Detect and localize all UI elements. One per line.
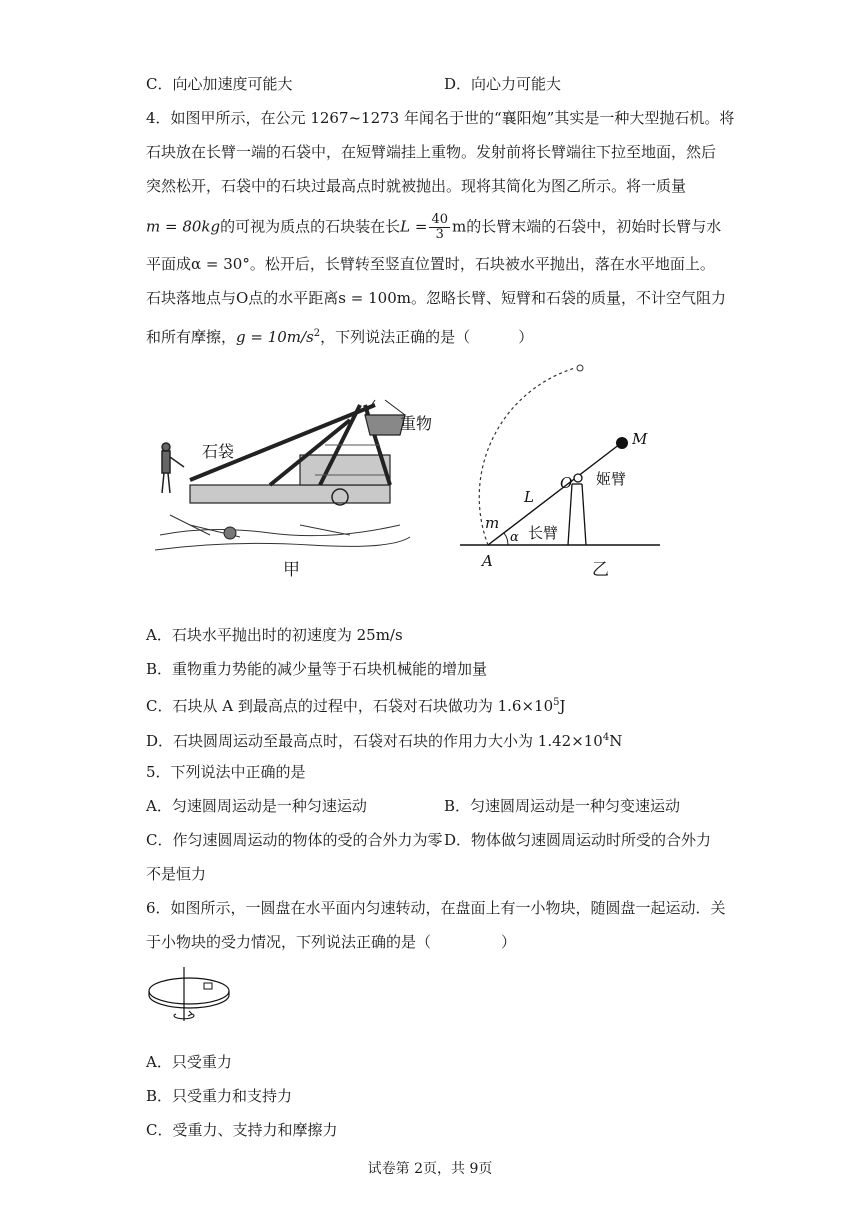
q4-line-4-pre: 的可视为质点的石块装在长 [220, 217, 401, 236]
length-fraction [429, 213, 450, 242]
q5-option-a: A．匀速圆周运动是一种匀速运动 [146, 797, 367, 815]
label-alpha: α [510, 530, 519, 545]
figure-rotating-disc [146, 965, 236, 1025]
q5-option-d: D．物体做匀速圆周运动时所受的合外力 [444, 831, 712, 849]
q4-option-d-unit: N [609, 732, 623, 750]
q5-option-c: C．作匀速圆周运动的物体的受的合外力为零 [146, 831, 443, 849]
q6-option-c: C．受重力、支持力和摩擦力 [146, 1121, 338, 1139]
page-footer: 试卷第 2页，共 9页 [367, 1161, 493, 1177]
q4-stem-line-4 [146, 213, 721, 242]
label-changbi: 长臂 [528, 524, 559, 542]
label-L: L [524, 488, 534, 506]
support-post [568, 484, 586, 545]
figure-yi-caption: 乙 [592, 560, 609, 580]
q4-stem-line-2: 石块放在长臂一端的石袋中，在短臂端挂上重物。发射前将长臂端往下拉至地面，然后 [146, 143, 717, 161]
q4-option-a: A．石块水平抛出时的初速度为 25m/s [146, 626, 403, 644]
figure-jia-trebuchet [150, 385, 440, 585]
fraction-numerator: 40 [431, 212, 448, 227]
q4-stem-line-6: 石块落地点与O点的水平距离s = 100m。忽略长臂、短臂和石袋的质量，不计空气阻力 [146, 289, 726, 307]
gravity-exponent: 2 [313, 328, 321, 339]
q6-option-b: B．只受重力和支持力 [146, 1087, 293, 1105]
label-jibi: 姬臂 [596, 470, 627, 488]
q4-stem-line-1: 4．如图甲所示，在公元 1267~1273 年闻名于世的“襄阳炮”其实是一种大型抛石机。将 [146, 109, 735, 127]
q4-option-d-text: D．石块圆周运动至最高点时，石袋对石块的作用力大小为 1.42×10 [146, 732, 603, 750]
q6-line-2-close: ） [501, 933, 517, 951]
q5-option-d-continued: 不是恒力 [146, 865, 207, 883]
q6-stem-line-1: 6．如图所示，一圆盘在水平面内匀速转动，在盘面上有一小物块，随圆盘一起运动．关 [146, 899, 726, 917]
q4-line-7-post: ，下列说法正确的是（ [320, 328, 471, 346]
q4-line-4-post: 的长臂末端的石袋中，初始时长臂与水 [466, 217, 722, 236]
q4-line-7-close: ） [518, 328, 534, 346]
q4-stem-line-7 [146, 324, 533, 347]
pivot-o [574, 474, 582, 482]
q6-option-a: A．只受重力 [146, 1053, 232, 1071]
q4-option-d [146, 728, 622, 751]
q3-option-c: C．向心加速度可能大 [146, 75, 293, 93]
length-symbol: L = [400, 217, 428, 236]
q3-option-d: D．向心力可能大 [444, 75, 562, 93]
q4-stem-line-5: 平面成α = 30°。松开后，长臂转至竖直位置时，石块被水平抛出，落在水平地面上。 [146, 255, 715, 273]
label-M: M [632, 430, 648, 448]
q4-line-7-pre: 和所有摩擦， [146, 328, 237, 346]
length-unit: m [451, 217, 467, 236]
q4-option-c-exponent: 5 [553, 697, 560, 708]
label-O: O [560, 474, 573, 492]
launch-point [577, 365, 583, 371]
q4-option-b: B．重物重力势能的减少量等于石块机械能的增加量 [146, 660, 488, 678]
q4-option-c-unit: J [559, 697, 566, 715]
q4-option-d-exponent: 4 [602, 732, 610, 743]
q4-stem-line-3: 突然松开，石袋中的石块过最高点时就被抛出。现将其简化为图乙所示。将一质量 [146, 177, 687, 195]
weight-m-dot [616, 437, 628, 449]
label-A: A [482, 552, 493, 570]
figure-yi-diagram [450, 360, 670, 580]
label-zhongwu: 重物 [400, 414, 433, 433]
q5-stem: 5．下列说法中正确的是 [146, 763, 306, 781]
mass-value: m = 80kg [146, 217, 221, 236]
fraction-denominator: 3 [435, 227, 444, 242]
gravity-value: g = 10m/s [236, 328, 314, 346]
label-shidai: 石袋 [202, 442, 235, 461]
q5-option-b: B．匀速圆周运动是一种匀变速运动 [444, 797, 681, 815]
label-m: m [485, 514, 500, 532]
q4-option-c [146, 693, 566, 716]
q4-option-c-text: C．石块从 A 到最高点的过程中，石袋对石块做功为 1.6×10 [146, 697, 554, 715]
figure-jia-caption: 甲 [283, 560, 300, 580]
q6-line-2-text: 于小物块的受力情况，下列说法正确的是（ [146, 933, 432, 951]
q6-stem-line-2 [146, 932, 516, 952]
